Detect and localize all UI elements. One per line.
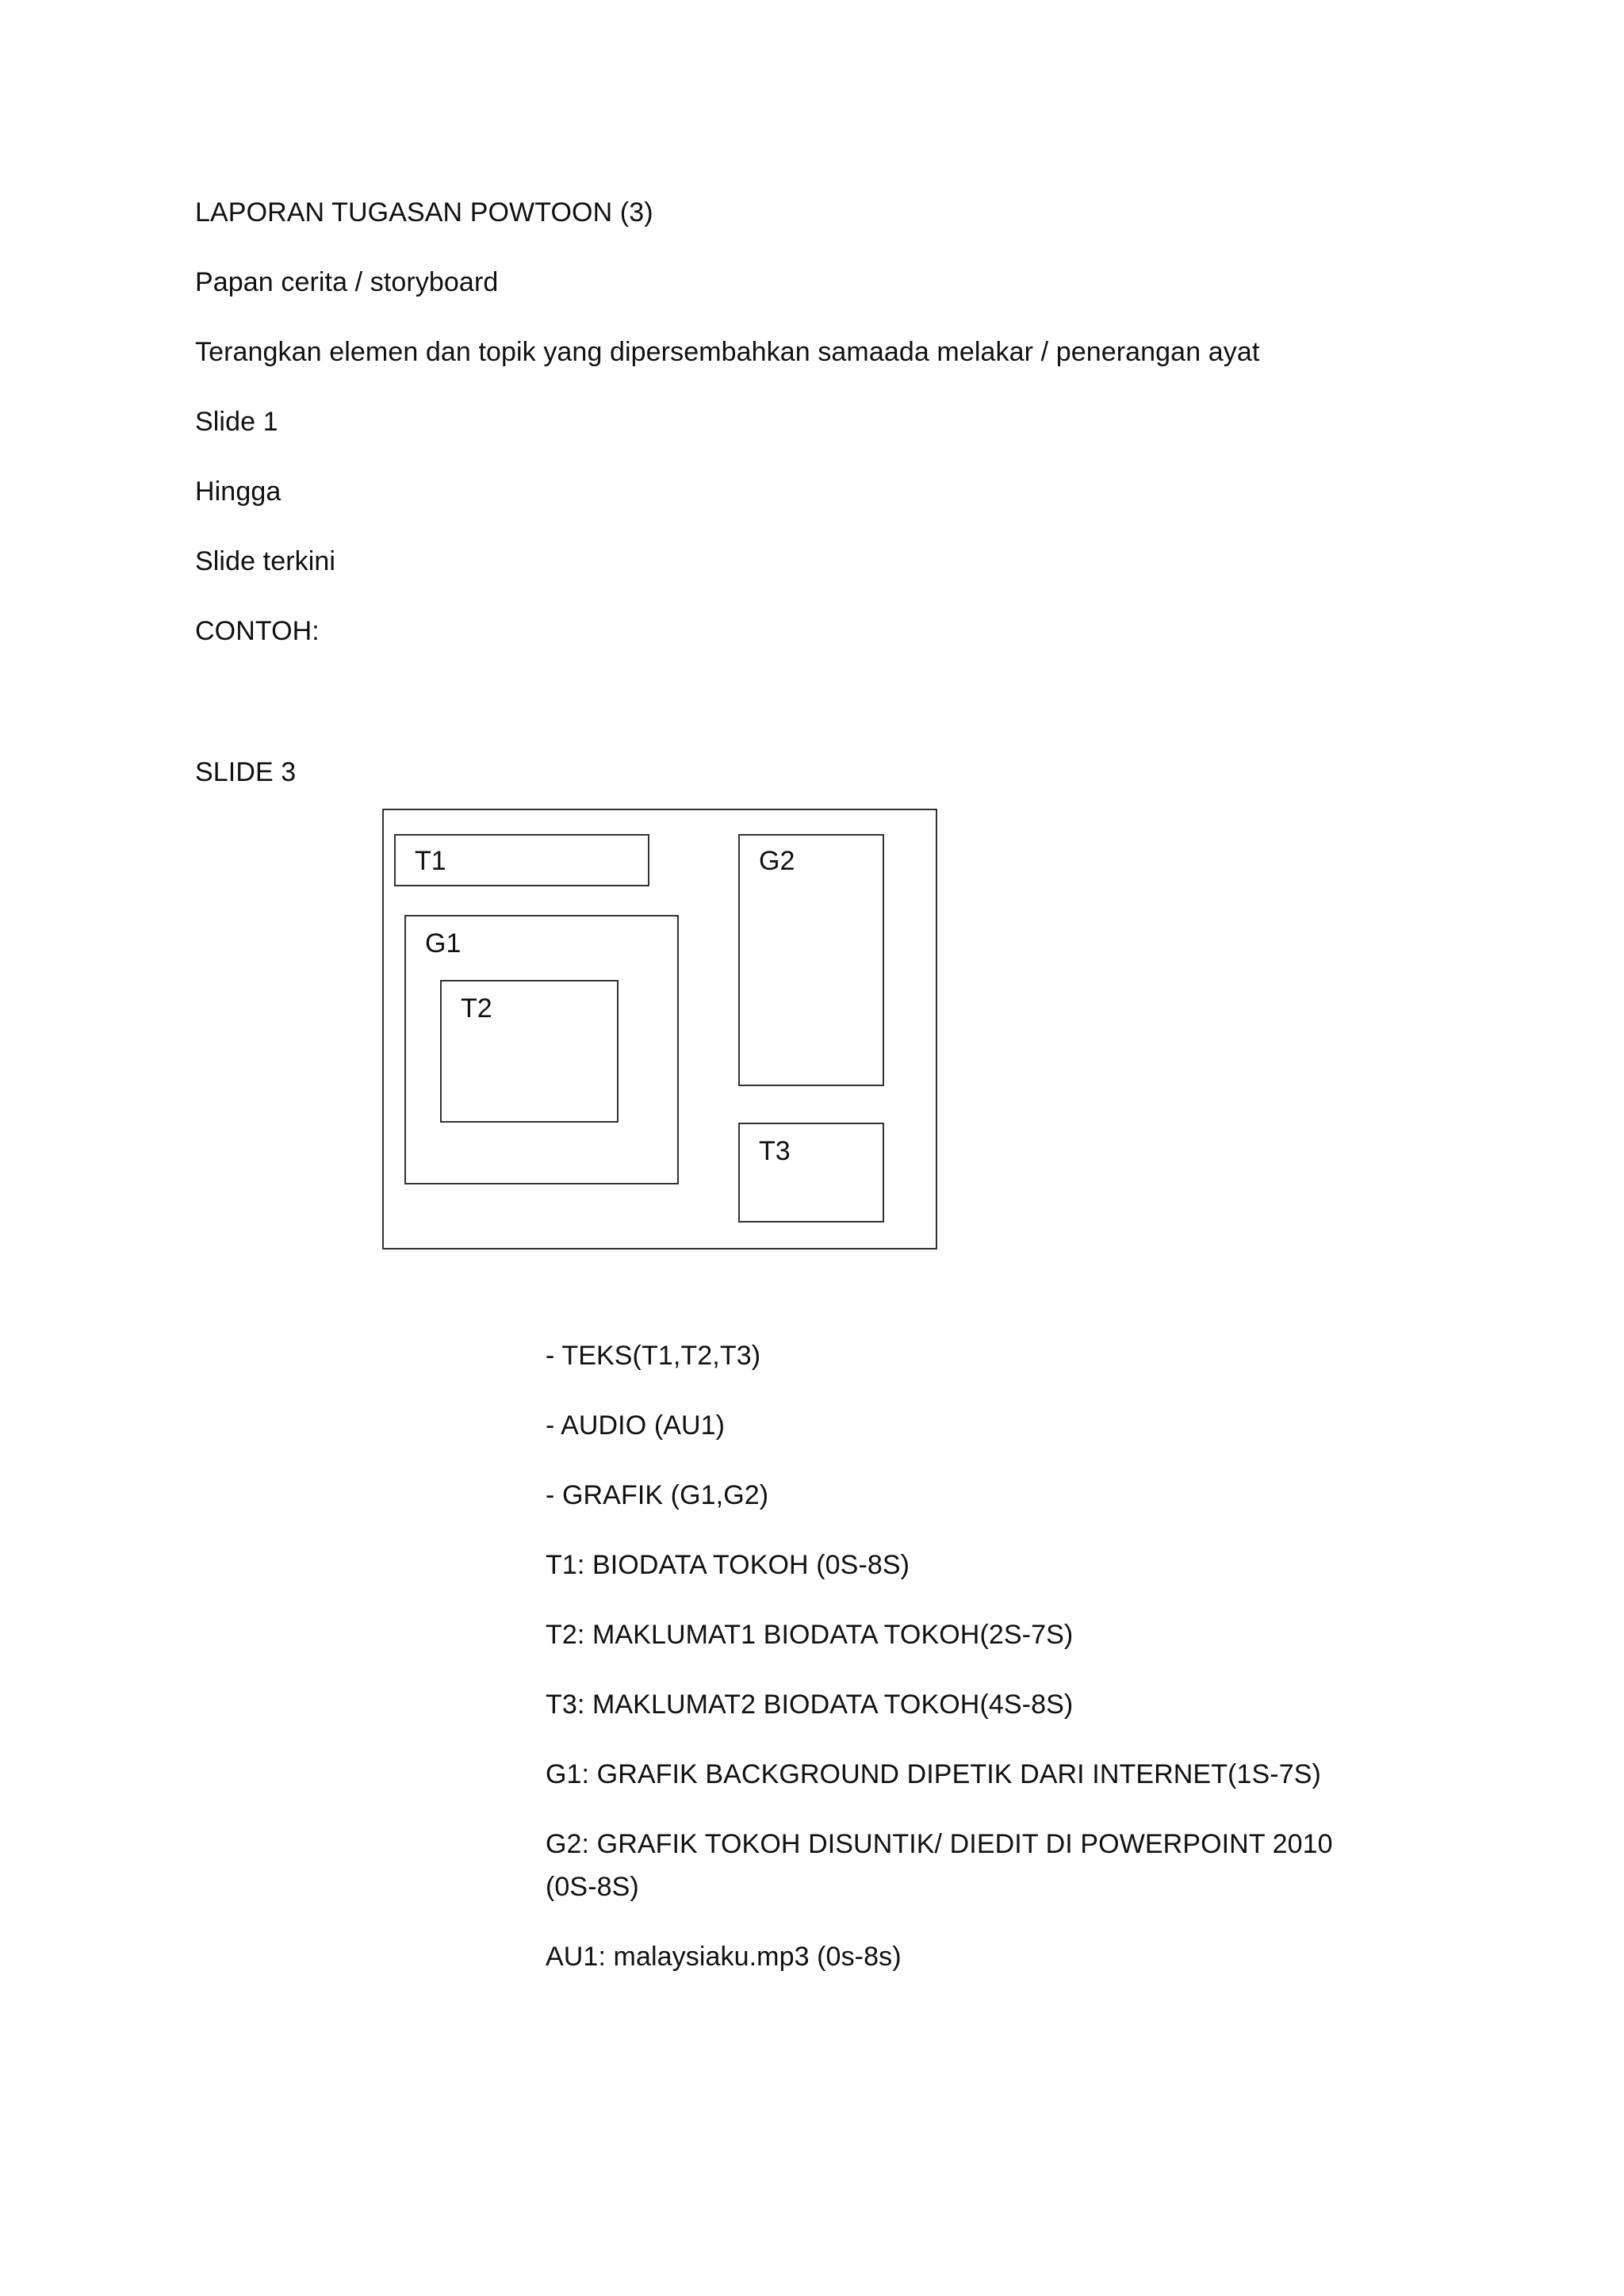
legend-item: - GRAFIK (G1,G2) — [546, 1480, 769, 1510]
range-end-text: Slide terkini — [195, 546, 336, 576]
range-mid-text: Hingga — [195, 476, 282, 507]
legend-item: T3: MAKLUMAT2 BIODATA TOKOH(4S-8S) — [546, 1689, 1074, 1720]
graphic-box-g1-label: G1 — [425, 928, 462, 959]
legend-item: AU1: malaysiaku.mp3 (0s-8s) — [546, 1942, 902, 1972]
text-box-t2 — [440, 980, 619, 1123]
legend-item: - AUDIO (AU1) — [546, 1410, 726, 1441]
slide-label: SLIDE 3 — [195, 757, 297, 787]
graphic-box-g2-label: G2 — [759, 846, 795, 876]
legend-item: G1: GRAFIK BACKGROUND DIPETIK DARI INTERNET(1S-7S) — [546, 1759, 1321, 1789]
text-box-t2-label: T2 — [461, 993, 492, 1024]
legend-item: T2: MAKLUMAT1 BIODATA TOKOH(2S-7S) — [546, 1620, 1074, 1650]
range-start-text: Slide 1 — [195, 407, 278, 437]
graphic-box-g2 — [738, 834, 884, 1086]
text-box-t3-label: T3 — [759, 1136, 791, 1166]
document-title: LAPORAN TUGASAN POWTOON (3) — [195, 197, 653, 228]
legend-item: G2: GRAFIK TOKOH DISUNTIK/ DIEDIT DI POWERPOINT 2010 — [546, 1829, 1333, 1859]
legend-item: - TEKS(T1,T2,T3) — [546, 1341, 761, 1371]
text-box-t3 — [738, 1123, 884, 1223]
text-box-t1-label: T1 — [415, 846, 446, 876]
legend-item-continuation: (0S-8S) — [546, 1872, 639, 1902]
legend-item: T1: BIODATA TOKOH (0S-8S) — [546, 1550, 910, 1580]
example-label: CONTOH: — [195, 616, 320, 646]
instruction-text: Terangkan elemen dan topik yang dipersembahkan samaada melakar / penerangan ayat — [195, 337, 1260, 367]
text-box-t1 — [394, 834, 649, 886]
document-subtitle: Papan cerita / storyboard — [195, 267, 499, 297]
